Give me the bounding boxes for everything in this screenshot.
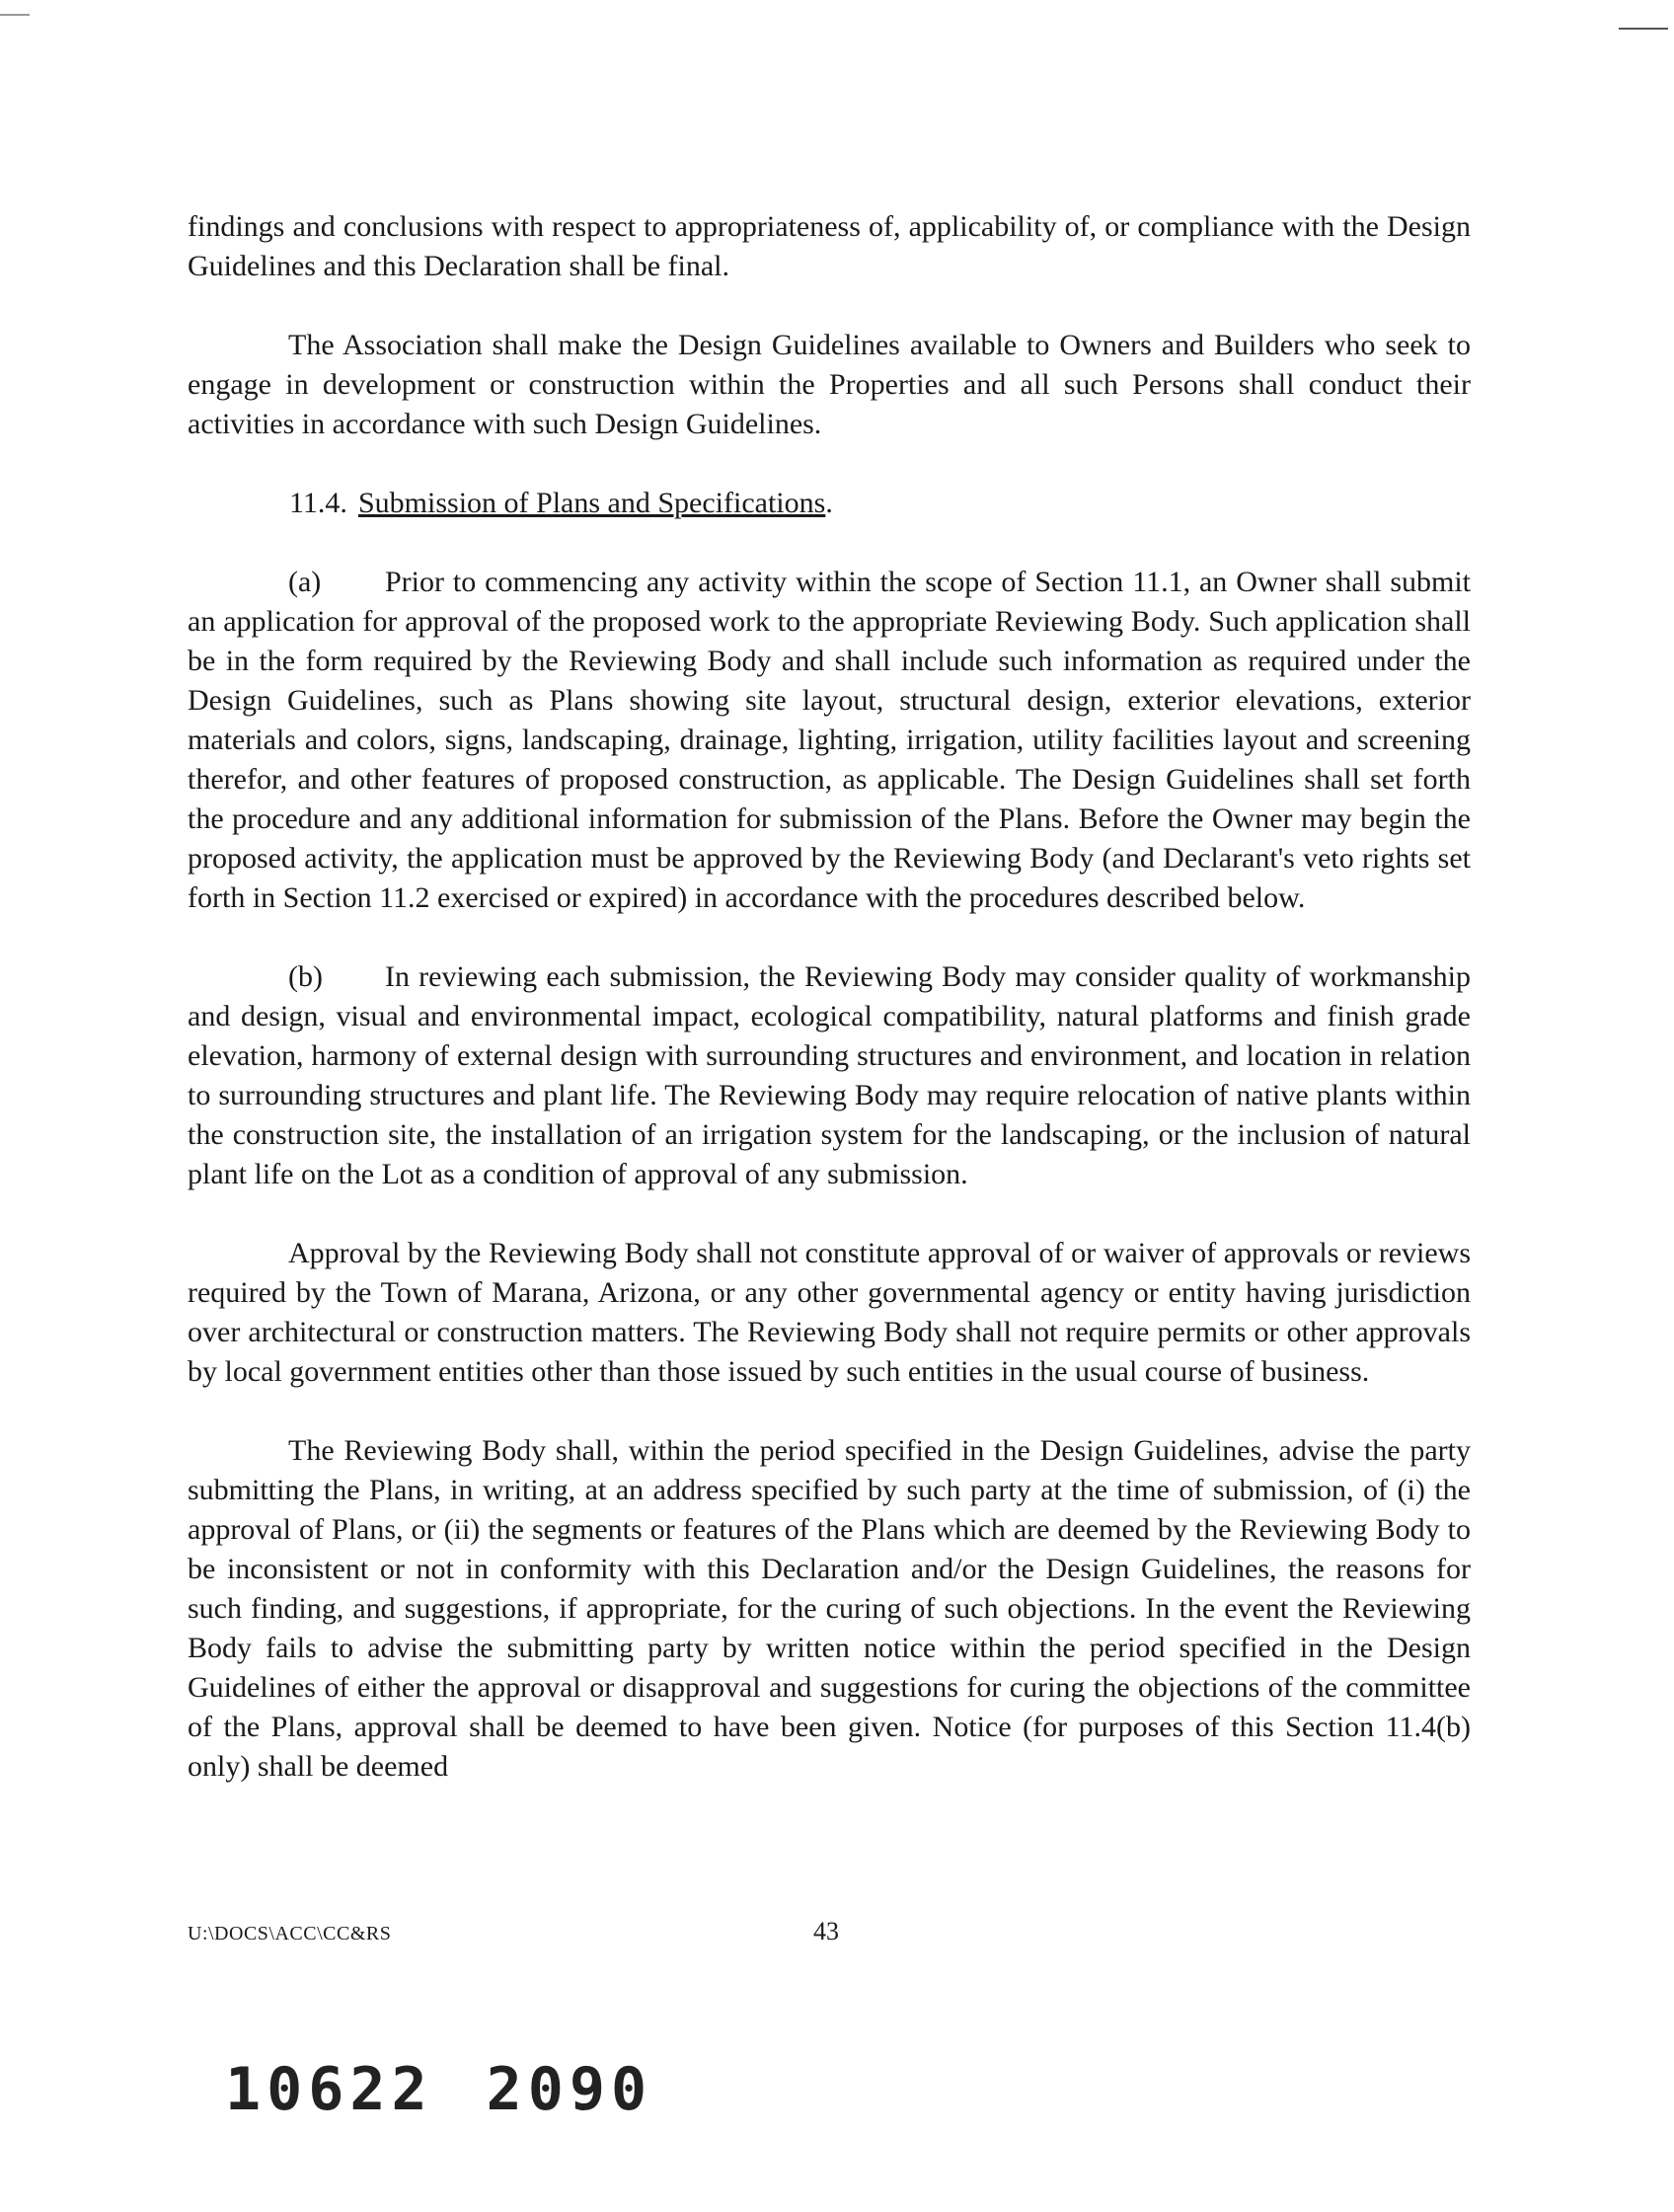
page-number: 43 [813, 1917, 839, 1945]
stamp-book-number: 10622 [225, 2055, 433, 2124]
paragraph-approval: Approval by the Reviewing Body shall not constitute approval of or waiver of approvals or reviews required by the Town of Marana, Arizona, or any other governmental agency or entity having jurisdiction over architectural or construction matters. The Reviewing Body shall not require permits or other approvals by local government entities other than those issued by such entities in the usual course of business. [188, 1237, 1471, 1388]
subsection-a [188, 563, 1471, 918]
subsection-b-text: In reviewing each submission, the Reviewing Body may consider quality of workmanship and design, visual and environmental impact, ecological compatibility, natural platforms and finish grade elevation, harmony of external design with surrounding structures and environment, and location in relation to surrounding structures and plant life. The Reviewing Body may require relocation of native plants within the construction site, the installation of an irrigation system for the landscaping, or the inclusion of natural plant life on the Lot as a condition of approval of any submission. [188, 960, 1471, 1190]
scan-mark-top-right [1619, 28, 1668, 30]
section-number: 11.4. [289, 487, 347, 519]
section-title-period: . [825, 487, 833, 519]
paragraph-reviewing-body: The Reviewing Body shall, within the period specified in the Design Guidelines, advise the party submitting the Plans, in writing, at an address specified by such party at the time of submission, of (i) the approval of Plans, or (ii) the segments or features of the Plans which are deemed by the Reviewing Body to be inconsistent or not in conformity with this Declaration and/or the Design Guidelines, the reasons for such finding, and suggestions, if appropriate, for the curing of such objections. In the event the Reviewing Body fails to advise the submitting party by written notice within the period specified in the Design Guidelines of either the approval or disapproval and suggestions for curing the objections of the committee of the Plans, approval shall be deemed to have been given. Notice (for purposes of this Section 11.4(b) only) shall be deemed [188, 1434, 1471, 1783]
scan-mark-top-left [0, 14, 30, 16]
stamp-page-number: 2090 [486, 2055, 653, 2124]
subsection-b-label: (b) [288, 960, 323, 993]
subsection-b [188, 957, 1471, 1194]
paragraph-design-guidelines: The Association shall make the Design Guidelines available to Owners and Builders who seek to engage in development or construction within the Properties and all such Persons shall conduct their activities in accordance with such Design Guidelines. [188, 329, 1471, 440]
footer-file-path: U:\DOCS\ACC\CC&RS [188, 1923, 392, 1945]
subsection-a-text: Prior to commencing any activity within the scope of Section 11.1, an Owner shall submit an application for approval of the proposed work to the appropriate Reviewing Body. Such application shall be in the form required by the Reviewing Body and shall include such information as required under the Design Guidelines, such as Plans showing site layout, structural design, exterior elevations, exterior materials and colors, signs, landscaping, drainage, lighting, irrigation, utility facilities layout and screening therefor, and other features of proposed construction, as applicable. The Design Guidelines shall set forth the procedure and any additional information for submission of the Plans. Before the Owner may begin the proposed activity, the application must be approved by the Reviewing Body (and Declarant's veto rights set forth in Section 11.2 exercised or expired) in accordance with the procedures described below. [188, 566, 1471, 914]
recording-stamp [225, 2055, 652, 2124]
document-body [188, 207, 1471, 1826]
section-heading-11-4 [289, 484, 1471, 523]
paragraph-findings: findings and conclusions with respect to appropriateness of, applicability of, or compliance with the Design Guidelines and this Declaration shall be final. [188, 210, 1471, 282]
subsection-a-label: (a) [288, 566, 322, 598]
section-title: Submission of Plans and Specifications [358, 487, 826, 519]
